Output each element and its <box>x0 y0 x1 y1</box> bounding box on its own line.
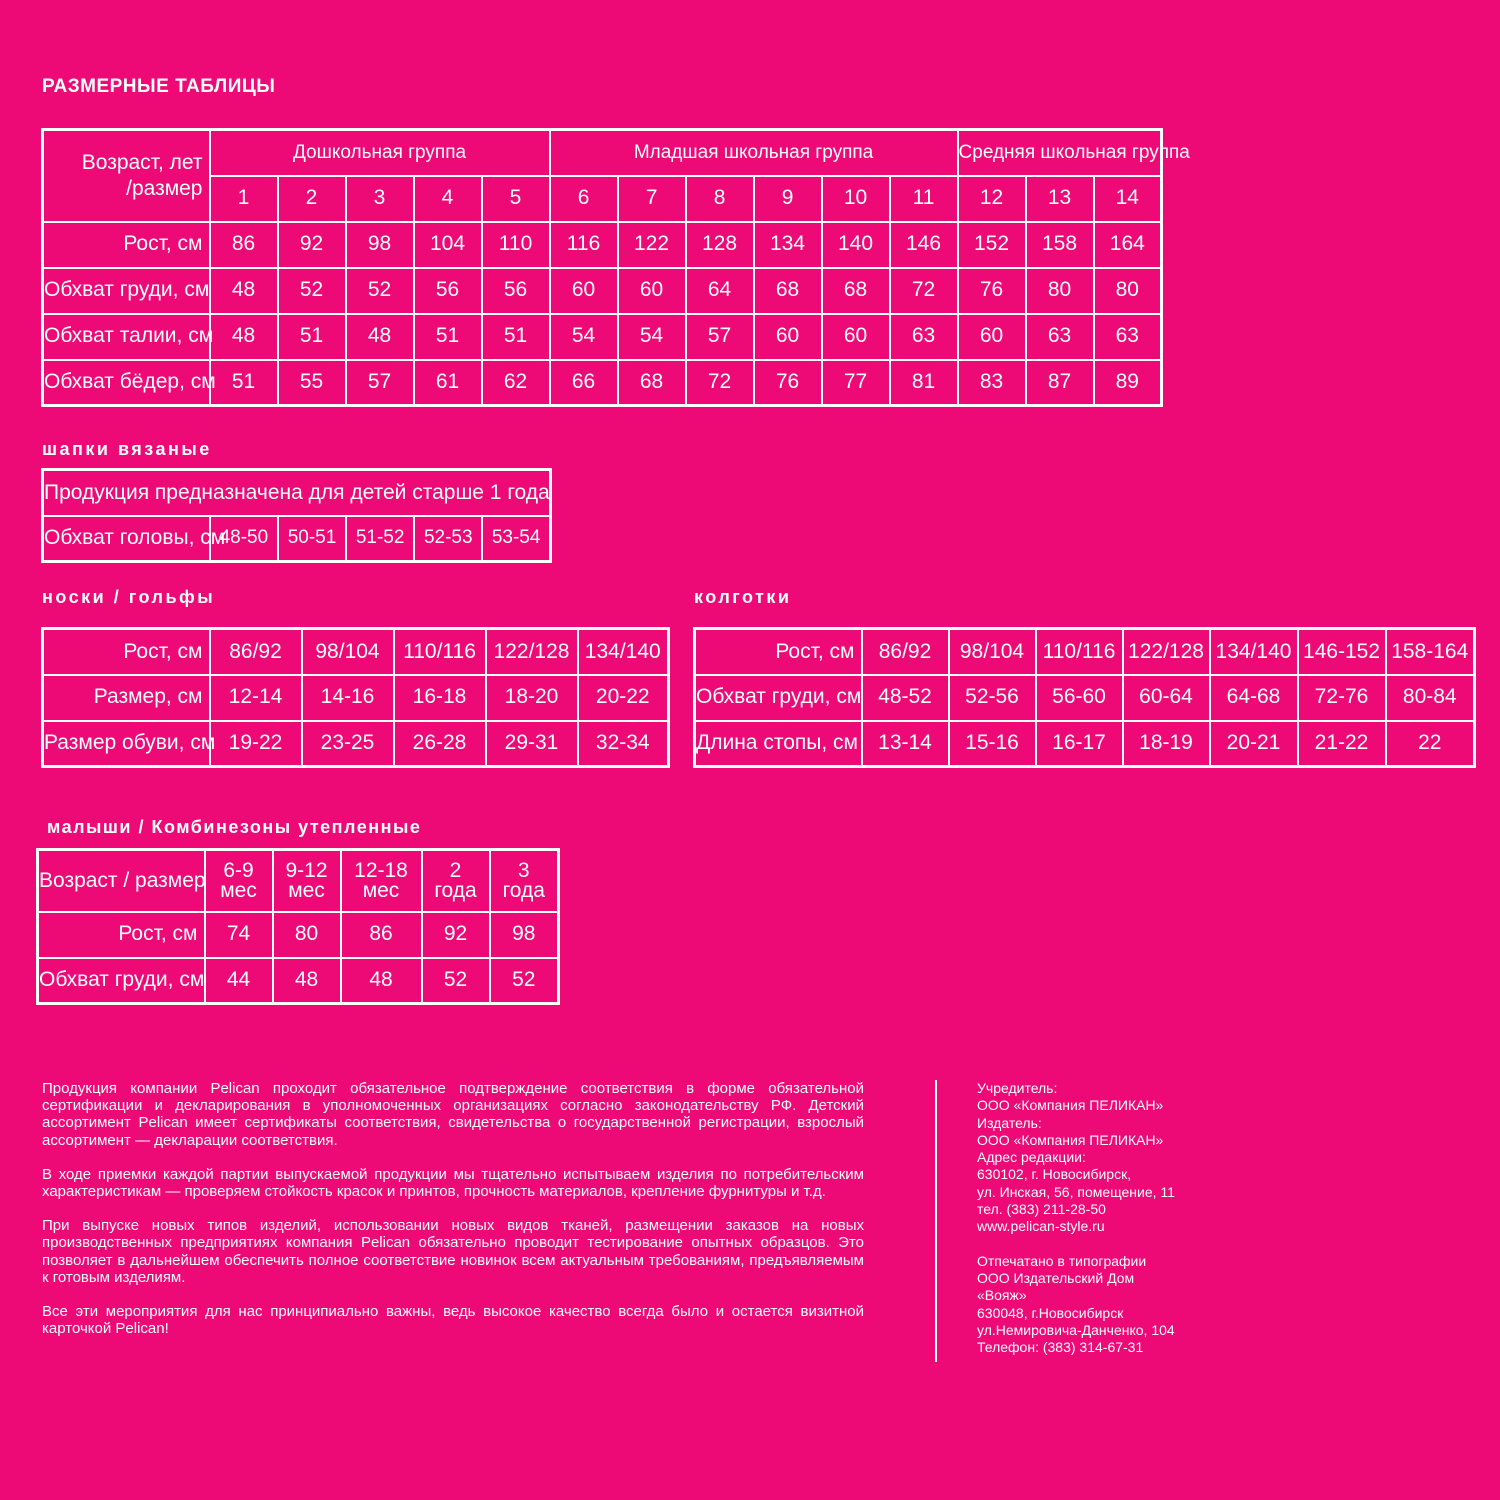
footer-text <box>42 1080 864 1354</box>
table-cell: 44 <box>205 958 273 1004</box>
table-row <box>43 268 1162 314</box>
publisher-line: Издатель: <box>977 1114 1042 1131</box>
table-cell: 50-51 <box>278 516 346 562</box>
table-cell: 152 <box>958 222 1026 268</box>
table-cell: 104 <box>414 222 482 268</box>
table-cell: 122 <box>618 222 686 268</box>
publisher-info <box>977 1080 1297 1356</box>
table-cell: 63 <box>1026 314 1094 360</box>
table-cell: 60 <box>754 314 822 360</box>
row-label: Рост, см <box>43 222 210 268</box>
table-row <box>43 222 1162 268</box>
table-cell: 134/140 <box>1210 629 1298 675</box>
table-row <box>43 629 669 675</box>
table-cell: 48 <box>210 268 278 314</box>
printer-line: Отпечатано в типографии <box>977 1252 1147 1269</box>
table-row <box>43 360 1162 406</box>
table-cell: 48 <box>346 314 414 360</box>
table-cell: 92 <box>422 912 490 958</box>
size-row <box>43 176 1162 222</box>
table-cell: 86 <box>341 912 422 958</box>
size-cell: 3 <box>346 176 414 222</box>
size-unit: мес <box>288 878 325 902</box>
table-cell: 52 <box>346 268 414 314</box>
size-cell: 14 <box>1094 176 1162 222</box>
footer-paragraph: При выпуске новых типов изделий, использовании новых видов тканей, размещении заказов на новых производственных предприятиях компания Pelican обязательно проводит тестирование опытных образцов. Это позволяет в дальнейшем обеспечить полное соответствие новинок всем актуальным требованиям, предъявляемым к готовым изделиям. <box>42 1217 864 1286</box>
publisher-line: тел. (383) 211-28-50 <box>977 1201 1106 1218</box>
table-cell: 15-16 <box>949 721 1036 767</box>
table-cell: 55 <box>278 360 346 406</box>
size-cell: 6 <box>550 176 618 222</box>
table-cell: 52-53 <box>414 516 482 562</box>
table-cell: 92 <box>278 222 346 268</box>
table-cell: 80 <box>1094 268 1162 314</box>
size-unit: мес <box>362 878 400 902</box>
table-cell: 146-152 <box>1298 629 1386 675</box>
size-cell: 5 <box>482 176 550 222</box>
table-cell: 86/92 <box>862 629 949 675</box>
table-cell: 51-52 <box>346 516 414 562</box>
table-cell: 110 <box>482 222 550 268</box>
size-cell: 10 <box>822 176 890 222</box>
table-cell: 60 <box>618 268 686 314</box>
corner-line-2: /размер <box>126 176 203 200</box>
table-cell: 80 <box>273 912 341 958</box>
size-cell: 2 <box>278 176 346 222</box>
row-label: Размер, см <box>43 675 210 721</box>
row-label: Обхват груди, см <box>38 958 205 1004</box>
table-cell: 54 <box>550 314 618 360</box>
table-cell: 68 <box>754 268 822 314</box>
group-junior: Младшая школьная группа <box>550 130 958 176</box>
size-cell <box>490 850 559 912</box>
publisher-line: ООО «Компания ПЕЛИКАН» <box>977 1131 1164 1148</box>
table-cell: 56 <box>482 268 550 314</box>
size-cell: 11 <box>890 176 958 222</box>
table-cell: 54 <box>618 314 686 360</box>
table-row <box>43 721 669 767</box>
table-row <box>695 675 1475 721</box>
size-number: 9-12 <box>285 858 328 882</box>
table-cell: 53-54 <box>482 516 550 562</box>
footer-paragraph: В ходе приемки каждой партии выпускаемой продукции мы тщательно испытываем изделия по потребительским характеристикам — проверяем стойкость красок и принтов, прочность материалов, крепление фурнитуры и т.д. <box>42 1165 864 1201</box>
size-unit: мес <box>220 878 257 902</box>
row-label: Обхват груди, см <box>695 675 862 721</box>
table-cell: 98/104 <box>949 629 1036 675</box>
table-cell: 51 <box>278 314 346 360</box>
table-cell: 72 <box>686 360 754 406</box>
row-label: Длина стопы, см <box>695 721 862 767</box>
table-cell: 80 <box>1026 268 1094 314</box>
corner-header: Возраст / размер <box>38 850 205 912</box>
printer-line: ООО Издательский Дом <box>977 1269 1135 1286</box>
table-cell: 56 <box>414 268 482 314</box>
table-cell: 98/104 <box>302 629 394 675</box>
group-preschool: Дошкольная группа <box>210 130 550 176</box>
publisher-line: ул. Инская, 56, помещение, 11 <box>977 1183 1175 1200</box>
table-cell: 76 <box>754 360 822 406</box>
table-cell: 76 <box>958 268 1026 314</box>
socks-section-title: носки / гольфы <box>42 587 216 607</box>
table-cell: 60 <box>822 314 890 360</box>
table-cell: 12-14 <box>210 675 302 721</box>
table-cell: 16-18 <box>394 675 486 721</box>
table-cell: 110/116 <box>1036 629 1123 675</box>
table-cell: 66 <box>550 360 618 406</box>
table-cell: 52 <box>278 268 346 314</box>
table-cell: 56-60 <box>1036 675 1123 721</box>
size-number: 3 <box>517 858 530 882</box>
table-cell: 164 <box>1094 222 1162 268</box>
hats-section-title: шапки вязаные <box>42 439 212 459</box>
table-cell: 22 <box>1386 721 1475 767</box>
table-cell: 20-21 <box>1210 721 1298 767</box>
hats-table <box>41 468 552 563</box>
table-cell: 23-25 <box>302 721 394 767</box>
table-cell: 86/92 <box>210 629 302 675</box>
table-cell: 57 <box>686 314 754 360</box>
table-cell: 81 <box>890 360 958 406</box>
table-cell: 18-20 <box>486 675 578 721</box>
row-label: Обхват талии, см <box>43 314 210 360</box>
table-cell: 21-22 <box>1298 721 1386 767</box>
table-cell: 146 <box>890 222 958 268</box>
footer-paragraph: Все эти мероприятия для нас принципиально важны, ведь высокое качество всегда было и остается визитной карточкой Pelican! <box>42 1303 864 1338</box>
table-cell: 52 <box>490 958 559 1004</box>
table-row <box>695 721 1475 767</box>
row-label: Размер обуви, см <box>43 721 210 767</box>
size-cell: 1 <box>210 176 278 222</box>
table-cell: 63 <box>1094 314 1162 360</box>
table-cell: 13-14 <box>862 721 949 767</box>
publisher-website[interactable]: www.pelican-style.ru <box>977 1218 1105 1235</box>
table-cell: 128 <box>686 222 754 268</box>
corner-line-1: Возраст, лет <box>81 150 203 174</box>
table-cell: 122/128 <box>486 629 578 675</box>
tights-section-title: колготки <box>694 587 792 607</box>
table-cell: 110/116 <box>394 629 486 675</box>
table-cell: 98 <box>346 222 414 268</box>
size-number: 12-18 <box>354 858 408 882</box>
table-cell: 72-76 <box>1298 675 1386 721</box>
row-label: Обхват бёдер, см <box>43 360 210 406</box>
footer-paragraph: Продукция компании Pelican проходит обязательное подтверждение соответствия в форме обязательной сертификации и декларирования в уполномоченных организациях согласно законодательству РФ. Детский ассортимент Pelican имеет сертификаты соответствия, свидетельства о государственной регистрации, взрослый ассортимент — декларации соответствия. <box>42 1080 864 1149</box>
size-cell: 13 <box>1026 176 1094 222</box>
table-cell: 64 <box>686 268 754 314</box>
table-cell: 57 <box>346 360 414 406</box>
table-cell: 64-68 <box>1210 675 1298 721</box>
table-cell: 48 <box>210 314 278 360</box>
table-cell: 62 <box>482 360 550 406</box>
table-cell: 26-28 <box>394 721 486 767</box>
table-cell: 18-19 <box>1123 721 1210 767</box>
table-cell: 116 <box>550 222 618 268</box>
table-cell: 52-56 <box>949 675 1036 721</box>
size-number: 2 <box>449 858 462 882</box>
printer-line: Телефон: (383) 314-67-31 <box>977 1339 1144 1356</box>
size-cell <box>273 850 341 912</box>
table-cell: 60 <box>958 314 1026 360</box>
printer-line: ул.Немировича-Данченко, 104 <box>977 1321 1175 1338</box>
table-cell: 19-22 <box>210 721 302 767</box>
table-row <box>38 912 559 958</box>
size-cell: 9 <box>754 176 822 222</box>
row-label: Рост, см <box>695 629 862 675</box>
table-cell: 68 <box>822 268 890 314</box>
hats-note: Продукция предназначена для детей старше 1 года <box>43 470 551 516</box>
table-cell: 68 <box>618 360 686 406</box>
row-label: Обхват головы, см <box>43 516 210 562</box>
table-cell: 63 <box>890 314 958 360</box>
table-row <box>38 958 559 1004</box>
table-cell: 48-50 <box>210 516 278 562</box>
size-cell <box>422 850 490 912</box>
page-title: РАЗМЕРНЫЕ ТАБЛИЦЫ <box>42 76 276 97</box>
table-cell: 74 <box>205 912 273 958</box>
row-label: Рост, см <box>38 912 205 958</box>
table-cell: 122/128 <box>1123 629 1210 675</box>
table-row <box>43 516 551 562</box>
table-cell: 80-84 <box>1386 675 1475 721</box>
size-unit: года <box>502 878 545 902</box>
table-row <box>695 629 1475 675</box>
printer-line: 630048, г.Новосибирск <box>977 1304 1124 1321</box>
table-cell: 48-52 <box>862 675 949 721</box>
footer-divider <box>935 1080 937 1362</box>
table-cell: 60 <box>550 268 618 314</box>
table-cell: 134/140 <box>578 629 669 675</box>
table-cell: 48 <box>273 958 341 1004</box>
table-cell: 89 <box>1094 360 1162 406</box>
table-cell: 16-17 <box>1036 721 1123 767</box>
size-unit: года <box>434 878 477 902</box>
table-cell: 60-64 <box>1123 675 1210 721</box>
corner-header <box>43 130 210 222</box>
row-label: Рост, см <box>43 629 210 675</box>
publisher-line: 630102, г. Новосибирск, <box>977 1166 1132 1183</box>
size-cell: 4 <box>414 176 482 222</box>
size-cell <box>205 850 273 912</box>
table-cell: 87 <box>1026 360 1094 406</box>
table-cell: 32-34 <box>578 721 669 767</box>
table-cell: 29-31 <box>486 721 578 767</box>
socks-table <box>41 627 670 768</box>
table-cell: 158-164 <box>1386 629 1475 675</box>
table-cell: 51 <box>482 314 550 360</box>
row-label: Обхват груди, см <box>43 268 210 314</box>
table-cell: 51 <box>210 360 278 406</box>
size-cell: 7 <box>618 176 686 222</box>
size-cell: 8 <box>686 176 754 222</box>
printer-line: «Вояж» <box>977 1287 1027 1304</box>
babies-section-title: малыши / Комбинезоны утепленные <box>47 817 422 837</box>
tights-table <box>693 627 1476 768</box>
table-cell: 72 <box>890 268 958 314</box>
table-cell: 158 <box>1026 222 1094 268</box>
size-cell <box>341 850 422 912</box>
table-cell: 83 <box>958 360 1026 406</box>
publisher-line: Адрес редакции: <box>977 1149 1086 1166</box>
group-middle: Средняя школьная группа <box>958 130 1162 176</box>
table-cell: 51 <box>414 314 482 360</box>
table-cell: 14-16 <box>302 675 394 721</box>
table-cell: 52 <box>422 958 490 1004</box>
table-cell: 61 <box>414 360 482 406</box>
table-cell: 20-22 <box>578 675 669 721</box>
size-number: 6-9 <box>223 858 254 882</box>
table-cell: 48 <box>341 958 422 1004</box>
table-cell: 134 <box>754 222 822 268</box>
publisher-line: Учредитель: <box>977 1080 1058 1096</box>
table-cell: 86 <box>210 222 278 268</box>
publisher-line: ООО «Компания ПЕЛИКАН» <box>977 1097 1164 1114</box>
table-cell: 98 <box>490 912 559 958</box>
main-size-table <box>41 128 1190 407</box>
table-cell: 77 <box>822 360 890 406</box>
table-row <box>43 675 669 721</box>
size-cell: 12 <box>958 176 1026 222</box>
babies-table <box>36 848 560 1005</box>
table-row <box>43 314 1162 360</box>
table-cell: 140 <box>822 222 890 268</box>
